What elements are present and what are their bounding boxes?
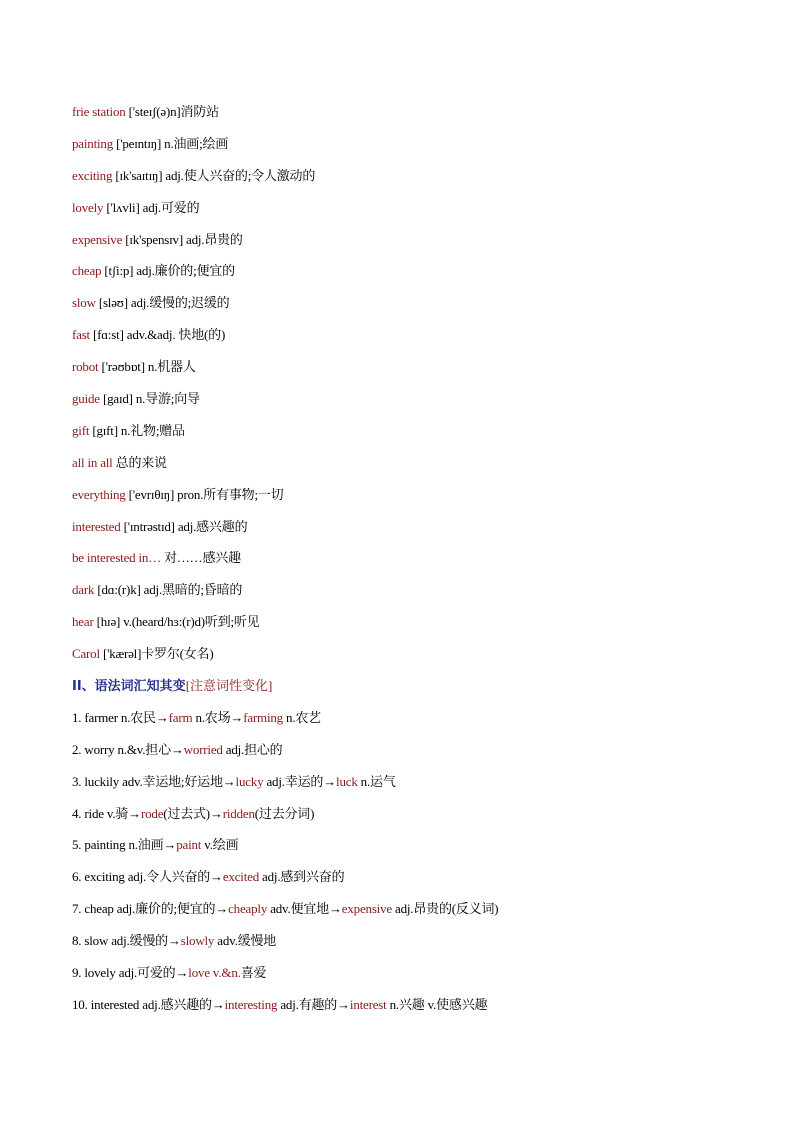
- vocab-definition: [gɪft] n.礼物;赠品: [89, 422, 185, 438]
- derived-word: cheaply: [228, 901, 268, 917]
- vocab-definition: [ɪk'saɪtɪŋ] adj.使人兴奋的;令人激动的: [112, 167, 316, 183]
- derived-word: farming: [243, 709, 283, 725]
- vocab-word: be interested in…: [72, 550, 162, 566]
- derived-word: love v.&n.: [188, 965, 241, 981]
- vocab-entry: [72, 197, 732, 229]
- vocab-definition: ['evrɪθɪŋ] pron.所有事物;一切: [125, 486, 284, 502]
- grammar-text: adj.感到兴奋的: [259, 869, 345, 885]
- vocab-word: all in all: [72, 454, 113, 470]
- grammar-text: n.兴趣 v.使感兴趣: [386, 996, 488, 1012]
- vocab-definition: ['lʌvli] adj.可爱的: [103, 199, 200, 215]
- derived-word: interesting: [224, 996, 278, 1012]
- vocab-definition: [ɪk'spensɪv] adj.昂贵的: [122, 231, 243, 247]
- grammar-text: 喜爱: [240, 965, 267, 981]
- vocab-word: frie station: [72, 104, 126, 119]
- vocab-definition: 对……感兴趣: [161, 550, 241, 566]
- grammar-text: adj.昂贵的(反义词): [391, 901, 499, 917]
- vocab-word: exciting: [72, 167, 113, 183]
- derived-word: rode: [140, 805, 164, 821]
- vocab-entry: [72, 133, 732, 165]
- vocab-definition: ['rəʊbɒt] n.机器人: [98, 359, 196, 375]
- vocab-word: interested: [72, 518, 121, 534]
- vocab-entry: [72, 452, 732, 484]
- vocab-definition: ['ɪntrəstɪd] adj.感兴趣的: [120, 518, 248, 534]
- grammar-item: [72, 898, 732, 930]
- vocab-entry: [72, 324, 732, 356]
- vocab-entry: [72, 643, 732, 675]
- grammar-text: 10. interested adj.感兴趣的→: [72, 996, 225, 1012]
- vocab-definition: [sləʊ] adj.缓慢的;迟缓的: [95, 295, 230, 311]
- vocab-entry: [72, 547, 732, 579]
- vocab-entry: [72, 516, 732, 548]
- grammar-text: n.农场→: [192, 709, 244, 725]
- grammar-item: [72, 707, 732, 739]
- grammar-item: [72, 739, 732, 771]
- vocab-definition: ['kærəl]卡罗尔(女名): [99, 646, 214, 662]
- vocab-definition: 总的来说: [112, 454, 167, 470]
- grammar-item: [72, 962, 732, 994]
- vocab-word: slow: [72, 295, 96, 311]
- grammar-item: [72, 771, 732, 803]
- grammar-text: 2. worry n.&v.担心→: [72, 741, 184, 757]
- document-page: [72, 101, 732, 1026]
- derived-word: excited: [222, 869, 259, 885]
- vocab-word: fast: [72, 327, 90, 343]
- grammar-text: n.农艺: [282, 709, 321, 725]
- derived-word: interest: [349, 996, 387, 1012]
- vocab-entry: [72, 388, 732, 420]
- vocab-entry: [72, 579, 732, 611]
- grammar-item: [72, 803, 732, 835]
- grammar-list: [72, 707, 732, 1026]
- vocab-entry: [72, 165, 732, 197]
- vocab-definition: [hɪə] v.(heard/hɜ:(r)d)听到;听见: [93, 614, 260, 630]
- derived-word: slowly: [180, 933, 215, 949]
- grammar-text: 5. painting n.油画→: [72, 837, 177, 853]
- grammar-text: 9. lovely adj.可爱的→: [72, 965, 189, 981]
- derived-word: ridden: [222, 805, 255, 821]
- vocab-definition: [tʃi:p] adj.廉价的;便宜的: [101, 263, 235, 279]
- vocab-definition: [fɑ:st] adv.&adj. 快地(的): [89, 327, 226, 343]
- section-heading: [72, 675, 732, 707]
- vocab-word: painting: [72, 135, 114, 151]
- derived-word: luck: [336, 773, 358, 789]
- vocab-word: guide: [72, 391, 100, 407]
- grammar-text: adv.缓慢地: [214, 933, 277, 949]
- vocab-entry: [72, 420, 732, 452]
- vocab-entry: [72, 611, 732, 643]
- vocab-word: hear: [72, 614, 94, 630]
- derived-word: lucky: [235, 773, 264, 789]
- grammar-item: [72, 866, 732, 898]
- vocab-word: cheap: [72, 263, 102, 279]
- vocab-entry: [72, 484, 732, 516]
- derived-word: expensive: [341, 901, 392, 917]
- derived-word: worried: [183, 741, 223, 757]
- vocab-entry: [72, 356, 732, 388]
- grammar-text: 8. slow adj.缓慢的→: [72, 933, 181, 949]
- derived-word: paint: [176, 837, 202, 853]
- vocab-word: robot: [72, 359, 99, 375]
- grammar-text: v.绘画: [201, 837, 239, 853]
- vocab-word: everything: [72, 486, 126, 502]
- grammar-text: 7. cheap adj.廉价的;便宜的→: [72, 901, 229, 917]
- vocab-word: expensive: [72, 231, 123, 247]
- vocab-entry: [72, 260, 732, 292]
- vocab-definition: ['steɪʃ(ə)n]消防站: [125, 104, 219, 119]
- vocab-word: Carol: [72, 646, 100, 662]
- section-note: [注意词性变化]: [185, 678, 273, 694]
- grammar-text: (过去式)→: [163, 805, 223, 821]
- vocab-word: lovely: [72, 199, 104, 215]
- vocab-definition: [dɑ:(r)k] adj.黑暗的;昏暗的: [94, 582, 243, 598]
- vocabulary-list: [72, 101, 732, 675]
- derived-word: farm: [168, 709, 193, 725]
- vocab-entry: [72, 229, 732, 261]
- grammar-text: (过去分词): [254, 805, 315, 821]
- grammar-item: [72, 930, 732, 962]
- grammar-text: adj.有趣的→: [277, 996, 350, 1012]
- grammar-text: adj.幸运的→: [263, 773, 337, 789]
- section-title: II、语法词汇知其变: [72, 679, 186, 695]
- vocab-definition: ['peɪntɪŋ] n.油画;绘画: [113, 135, 229, 151]
- vocab-entry: [72, 292, 732, 324]
- vocab-entry: [72, 101, 732, 133]
- grammar-text: adv.便宜地→: [267, 901, 342, 917]
- vocab-definition: [gaɪd] n.导游;向导: [99, 391, 200, 407]
- grammar-text: 1. farmer n.农民→: [72, 709, 169, 725]
- grammar-text: n.运气: [357, 773, 396, 789]
- grammar-text: 3. luckily adv.幸运地;好运地→: [72, 773, 236, 789]
- grammar-item: [72, 994, 732, 1026]
- grammar-text: adj.担心的: [222, 741, 283, 757]
- grammar-item: [72, 834, 732, 866]
- vocab-word: dark: [72, 582, 95, 598]
- vocab-word: gift: [72, 422, 90, 438]
- grammar-text: 4. ride v.骑→: [72, 805, 141, 821]
- grammar-text: 6. exciting adj.令人兴奋的→: [72, 869, 223, 885]
